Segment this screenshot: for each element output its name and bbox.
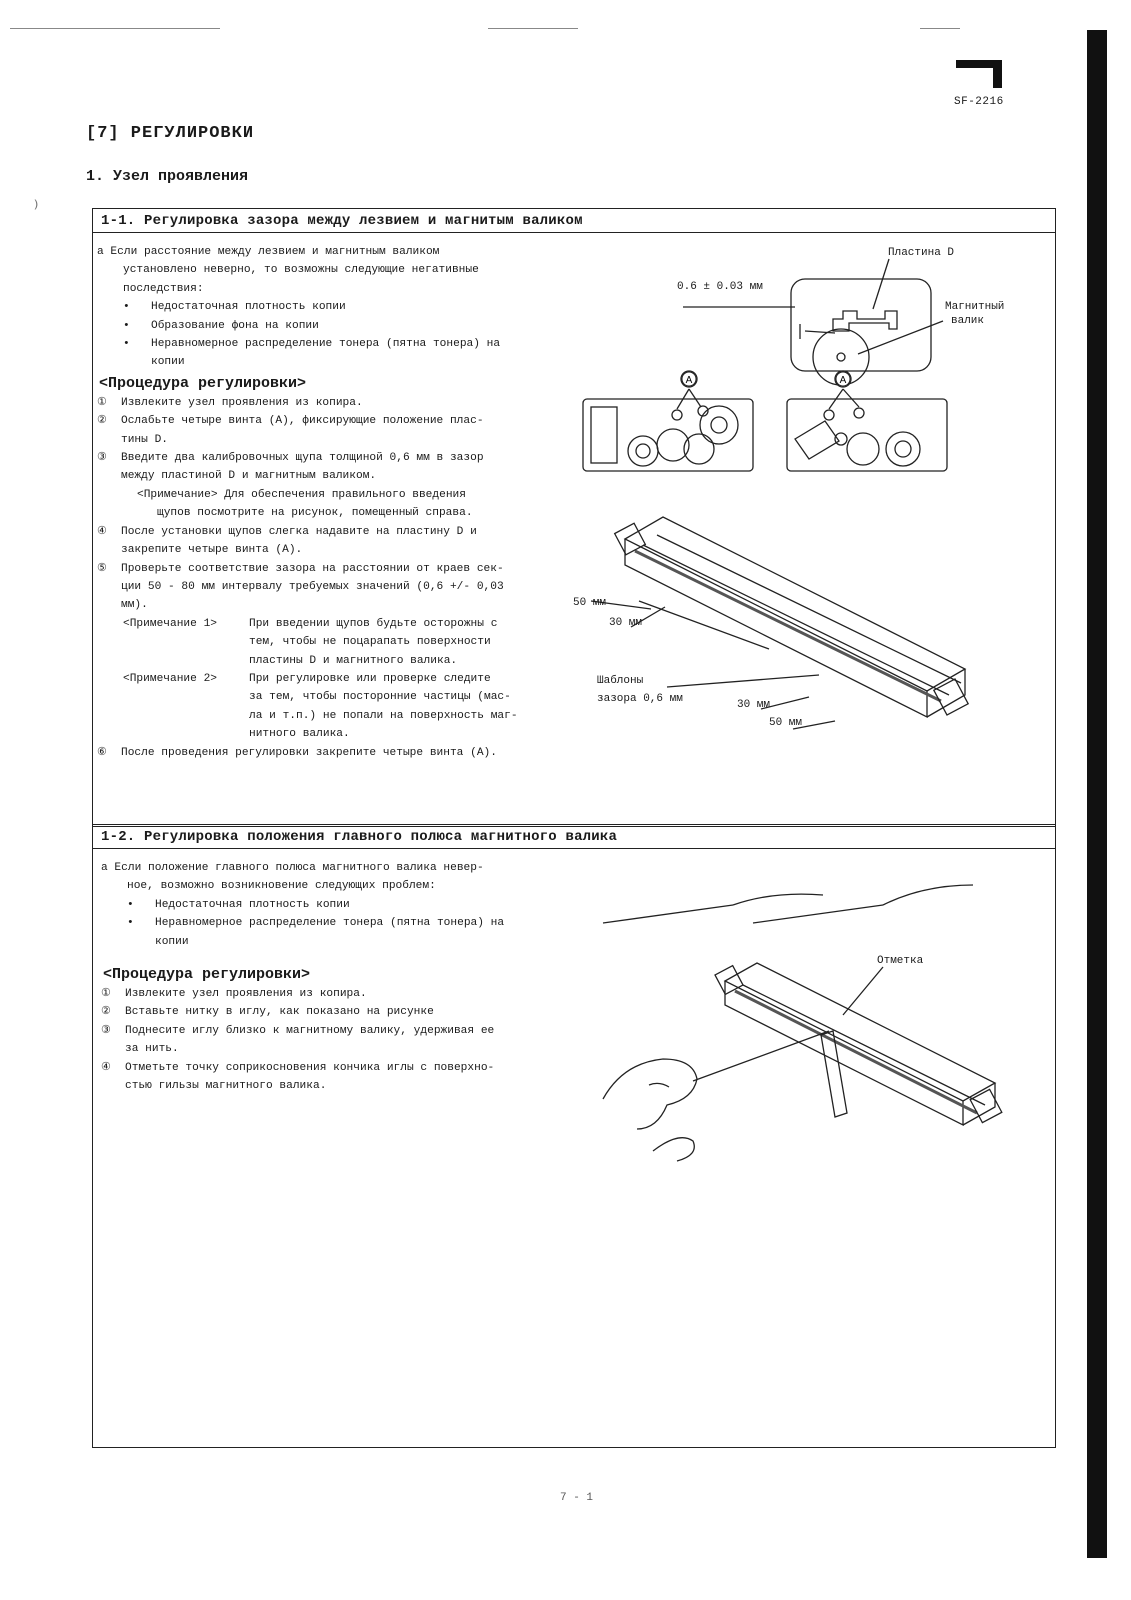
subsection-1-2-text [101,859,571,1095]
step-item: ④ После установки щупов слегка надавите на пластину D и [97,525,477,538]
step-item: ③ Введите два калибровочных щупа толщиной 0,6 мм в зазор [97,452,484,465]
procedure-heading: <Процедура регулировки> [103,966,311,984]
bullet-item: • Неравномерное распределение тонера (пятна тонера) на [123,338,501,351]
dim-label: 50 мм [573,597,607,609]
bullet-continuation: копии [155,935,189,948]
section-title: 1. Узел проявления [86,168,249,185]
gauges-label: Шаблоны [597,675,644,687]
plate-leader [873,259,889,309]
chapter-title: [7] РЕГУЛИРОВКИ [86,124,255,143]
step-continuation: за нить. [125,1043,179,1056]
bullet-continuation: копии [151,356,185,369]
needle-icon [603,885,973,923]
gap-adjustment-figure [573,239,1053,799]
screw-a-marker: A [839,375,847,386]
note-item: <Примечание 1> При введении щупов будьте осторожны с [123,617,498,630]
scan-edge-bar [1087,30,1107,1558]
plate-d-label: Пластина D [888,247,955,259]
note-continuation: тем, чтобы не поцарапать поверхности [249,636,491,649]
roller-axis [837,353,845,361]
step-item: ⑤ Проверьте соответствие зазора на расстоянии от краев сек- [97,562,504,575]
model-number: SF-2216 [954,96,1004,108]
step-item: ② Вставьте нитку в иглу, как показано на рисунке [101,1006,434,1019]
bullet-item: • Недостаточная плотность копии [127,898,350,911]
step-note: щупов посмотрите на рисунок, помещенный справа. [157,507,473,520]
intro-line: установлено неверно, то возможны следующие негативные [123,264,479,277]
thread-line [693,1031,829,1081]
step-continuation: ции 50 - 80 мм интервалу требуемых значений (0,6 +/- 0,03 [121,580,504,593]
note-continuation: за тем, чтобы посторонние частицы (мас- [249,691,511,704]
developer-unit-side-left [583,371,753,471]
roller-label: валик [951,315,985,327]
dim-label: 50 мм [769,717,803,729]
binding-mark: ⁾ [30,199,43,222]
mark-leader [843,967,883,1015]
step-item: ① Извлеките узел проявления из копира. [97,396,363,409]
developer-unit-perspective [715,963,1002,1125]
subsection-1-2 [92,824,1056,1448]
scan-artifact-line [920,28,960,29]
plate-d-shape [833,311,897,331]
dim-label: 30 мм [609,617,643,629]
scan-artifact-line [10,28,220,29]
step-item: ④ Отметьте точку соприкосновения кончика иглы с поверхно- [101,1061,495,1074]
intro-line: а Если положение главного полюса магнитного валика невер- [101,862,484,874]
subsection-1-2-title: 1-2. Регулировка положения главного полюса магнитного валика [93,825,1055,849]
step-item: ① Извлеките узел проявления из копира. [101,988,367,1001]
step-item: ⑥ После проведения регулировки закрепите четыре винта (A). [97,746,497,759]
detail-inset [791,279,931,371]
intro-line: а Если расстояние между лезвием и магнитным валиком [97,246,440,258]
subsection-1-1-text [97,243,567,762]
intro-line: последствия: [123,282,204,295]
note-continuation: пластины D и магнитного валика. [249,654,458,667]
bullet-item: • Неравномерное распределение тонера (пятна тонера) на [127,917,505,930]
screw-a-marker: A [685,375,693,386]
step-continuation: закрепите четыре винта (A). [121,544,303,557]
main-pole-figure [593,865,1053,1265]
corner-mark [993,60,1002,88]
step-continuation: мм). [121,599,148,612]
step-continuation: тины D. [121,433,168,446]
note-continuation: нитного валика. [249,728,350,741]
roller-leader [858,321,943,354]
intro-line: ное, возможно возникновение следующих проблем: [127,880,436,893]
scan-artifact-line [488,28,578,29]
step-note: <Примечание> Для обеспечения правильного введения [137,488,466,501]
step-item: ② Ослабьте четыре винта (A), фиксирующие положение плас- [97,415,484,428]
developer-unit-side-right [787,371,947,471]
note-continuation: ла и т.п.) не попали на поверхность маг- [249,709,518,722]
step-continuation: стью гильзы магнитного валика. [125,1080,327,1093]
step-continuation: между пластиной D и магнитным валиком. [121,470,377,483]
subsection-1-1 [92,208,1056,827]
note-item: <Примечание 2> При регулировке или проверке следите [123,672,491,685]
bullet-item: • Недостаточная плотность копии [123,301,346,314]
gap-value-label: 0.6 ± 0.03 мм [677,281,763,293]
hand-icon [603,1059,697,1161]
dim-label: 30 мм [737,699,771,711]
gauges-label: зазора 0,6 мм [597,693,683,705]
step-item: ③ Поднесите иглу близко к магнитному валику, удерживая ее [101,1024,495,1037]
procedure-heading: <Процедура регулировки> [99,374,307,392]
page-number: 7 - 1 [560,1492,594,1504]
subsection-1-1-title: 1-1. Регулировка зазора между лезвием и магнитым валиком [93,209,1055,233]
mark-label: Отметка [877,955,924,967]
roller-label: Магнитный [945,301,1005,313]
bullet-item: • Образование фона на копии [123,319,319,332]
gauge-leader [667,675,819,687]
